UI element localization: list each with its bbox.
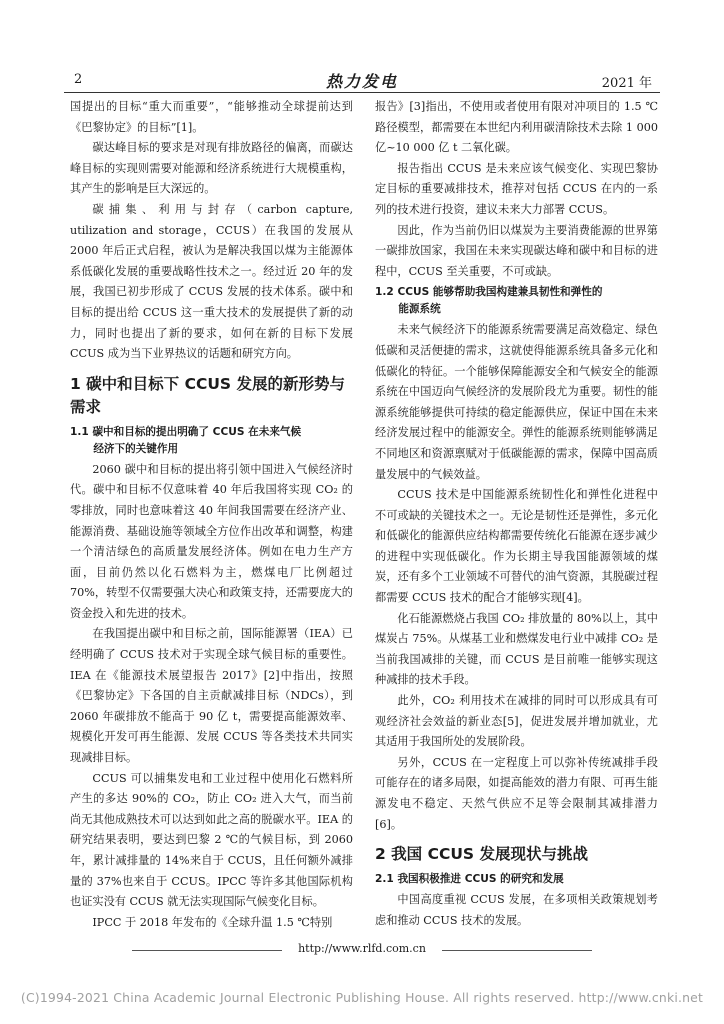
paragraph: 碳捕集、利用与封存（carbon capture, utilization and storage，CCUS）在我国的发展从 2000 年后正式启程，被认为是解决我国以煤为主能源体系低碳化发展的重要战略性技术之一。经过近 20 年的发展，我国已初步形成了 CCUS 发展的技术体系。碳中和目标的提出给 CCUS 这一重大技术的发展提供了新的动力，同时也提出了新的要求，如何在新的目标下发展 CCUS 成为当下业界热议的话题和研究方向。 — [70, 202, 353, 361]
paragraph: IPCC 于 2018 年发布的《全球升温 1.5 ℃特别 — [92, 915, 333, 929]
paragraph: 在我国提出碳中和目标之前，国际能源署（IEA）已经明确了 CCUS 技术对于实现全球气候目标的重要性。IEA 在《能源技术展望报告 2017》[2]中指出，按照《巴黎协定》下各国的自主贡献减排目标（NDCs），到 2060 年碳排放不能高于 90 亿 t，需要提高能源效率、规模化开发可再生能源、发展 CCUS 等各类技术共同实现减排目标。 — [70, 627, 353, 765]
paragraph: 碳达峰目标的要求是对现有排放路径的偏离，而碳达峰目标的实现则需要对能源和经济系统进行大规模重构，其产生的影响是巨大深远的。 — [70, 141, 353, 196]
paragraph: 报告》[3]指出，不使用或者使用有限对冲项目的 1.5 ℃路径模型，都需要在本世纪内利用碳清除技术去除 1 000 亿~10 000 亿 t 二氧化碳。 — [375, 100, 658, 155]
subsection-heading-1-2 — [375, 284, 658, 318]
subsection-heading-line: 能源系统 — [398, 303, 441, 316]
left-column — [70, 97, 353, 933]
copyright-watermark: (C)1994-2021 China Academic Journal Electronic Publishing House. All rights reserved. http://www.cnki.net — [20, 990, 704, 1005]
paragraph: 另外，CCUS 在一定程度上可以弥补传统减排手段可能存在的诸多局限，如提高能效的潜力有限、可再生能源发电不稳定、天然气供应不足等会限制其减排潜力[6]。 — [375, 755, 658, 831]
subsection-heading-2-1: 2.1 我国积极推进 CCUS 的研究和发展 — [375, 873, 564, 886]
paragraph: 报告指出 CCUS 是未来应该气候变化、实现巴黎协定目标的重要减排技术，推荐对包括 CCUS 在内的一系列的技术进行投资，建议未来大力部署 CCUS。 — [375, 161, 658, 216]
journal-title: 热力发电 — [325, 72, 399, 91]
footer-rule-right — [442, 950, 592, 951]
publication-year: 2021 年 — [601, 76, 652, 91]
paragraph: 因此，作为当前仍旧以煤炭为主要消费能源的世界第一碳排放国家，我国在未来实现碳达峰和碳中和目标的进程中，CCUS 至关重要，不可或缺。 — [375, 223, 658, 278]
subsection-heading-line: 经济下的关键作用 — [93, 442, 179, 455]
page-header — [64, 70, 660, 93]
subsection-heading-line: 1.1 碳中和目标的提出明确了 CCUS 在未来气候 — [70, 425, 302, 438]
right-column — [375, 97, 658, 931]
section-heading-2: 2 我国 CCUS 发展现状与挑战 — [375, 845, 588, 864]
paragraph: 国提出的目标“重大而重要”，“能够推动全球提前达到《巴黎协定》的目标”[1]。 — [70, 100, 353, 134]
paragraph: CCUS 技术是中国能源系统韧性化和弹性化进程中不可或缺的关键技术之一。无论是韧性还是弹性，多元化和低碳化的能源供应结构都需要传统化石能源在逐步减少的进程中实现低碳化。作为长期主导我国能源领域的煤炭，还有多个工业领域不可替代的油气资源，其脱碳过程都需要 CCUS 技术的配合才能够实现[4]。 — [375, 488, 658, 605]
paragraph: CCUS 可以捕集发电和工业过程中使用化石燃料所产生的多达 90%的 CO₂，防止 CO₂ 进入大气，而当前尚无其他成熟技术可以达到如此之高的脱碳水平。IEA 的研究结果表明，要达到巴黎 2 ℃的气候目标，到 2060 年，累计减排量的 14%来自于 CCUS，且任何额外减排量的 37%也来自于 CCUS。IPCC 等许多其他国际机构也证实没有 CCUS 就无法实现国际气候变化目标。 — [70, 771, 353, 909]
paragraph: 中国高度重视 CCUS 发展，在多项相关政策规划考虑和推动 CCUS 技术的发展。 — [375, 893, 658, 927]
subsection-heading-line: 1.2 CCUS 能够帮助我国构建兼具韧性和弹性的 — [375, 286, 603, 299]
paragraph: 未来气候经济下的能源系统需要满足高效稳定、绿色低碳和灵活便捷的需求，这就使得能源系统具备多元化和低碳化的特征。一个能够保障能源安全和气候安全的能源系统在中国迈向气候经济的发展阶段尤为重要。韧性的能源系统能够提供可持续的稳定能源供应，保证中国在未来经济发展过程中的能源安全。弹性的能源系统则能够满足不同地区和资源禀赋对于低碳能源的需求，保障中国高质量发展中的气候效益。 — [375, 323, 658, 481]
paragraph: 2060 碳中和目标的提出将引领中国进入气候经济时代。碳中和目标不仅意味着 40 年后我国将实现 CO₂ 的零排放，同时也意味着这 40 年间我国需要在经济产业、能源消费、基础设施等领域全方位作出改革和调整，构建一个清洁绿色的高质量发展经济体。例如在电力生产方面，目前仍然以化石燃料为主，燃煤电厂比例超过 70%，转型不仅需要强大决心和政策支持，还需要庞大的资金投入和先进的技术。 — [70, 462, 353, 620]
page-number: 2 — [74, 72, 83, 87]
subsection-heading-1-1 — [70, 424, 353, 458]
footer-url[interactable]: http://www.rlfd.com.cn — [298, 942, 426, 955]
paragraph: 此外，CO₂ 利用技术在减排的同时可以形成具有可观经济社会效益的新业态[5]，促进发展并增加就业，尤其适用于我国所处的发展阶段。 — [375, 694, 658, 749]
section-heading-1: 1 碳中和目标下 CCUS 发展的新形势与需求 — [70, 374, 345, 416]
paragraph: 化石能源燃烧占我国 CO₂ 排放量的 80%以上，其中煤炭占 75%。从煤基工业和燃煤发电行业中减排 CO₂ 是当前我国减排的关键，而 CCUS 是目前唯一能够实现这种减排的技术手段。 — [375, 611, 658, 687]
footer-rule-left — [132, 950, 282, 951]
